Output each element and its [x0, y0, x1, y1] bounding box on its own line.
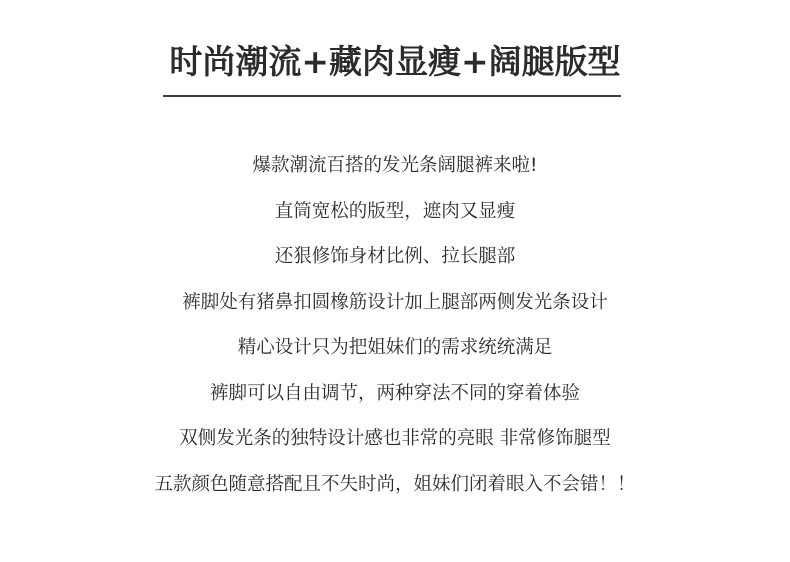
description-line: 裤脚处有猪鼻扣圆橡筋设计加上腿部两侧发光条设计 [182, 291, 608, 313]
description-line: 直筒宽松的版型，遮肉又显瘦 [274, 200, 516, 222]
description-line: 五款颜色随意搭配且不失时尚，姐妹们闭着眼入不会错！！ [154, 473, 636, 495]
description-line: 还狠修饰身材比例、拉长腿部 [274, 246, 516, 267]
title-underline [163, 95, 621, 97]
description-line: 爆款潮流百搭的发光条阔腿裤来啦! [252, 155, 538, 176]
description-line: 精心设计只为把姐妹们的需求统统满足 [237, 337, 553, 358]
description-list [0, 148, 790, 512]
page-title: 时尚潮流+藏肉显瘦+阔腿版型 [169, 42, 621, 81]
description-line: 双侧发光条的独特设计感也非常的亮眼 非常修饰腿型 [179, 428, 611, 449]
description-line: 裤脚可以自由调节，两种穿法不同的穿着体验 [209, 382, 580, 404]
